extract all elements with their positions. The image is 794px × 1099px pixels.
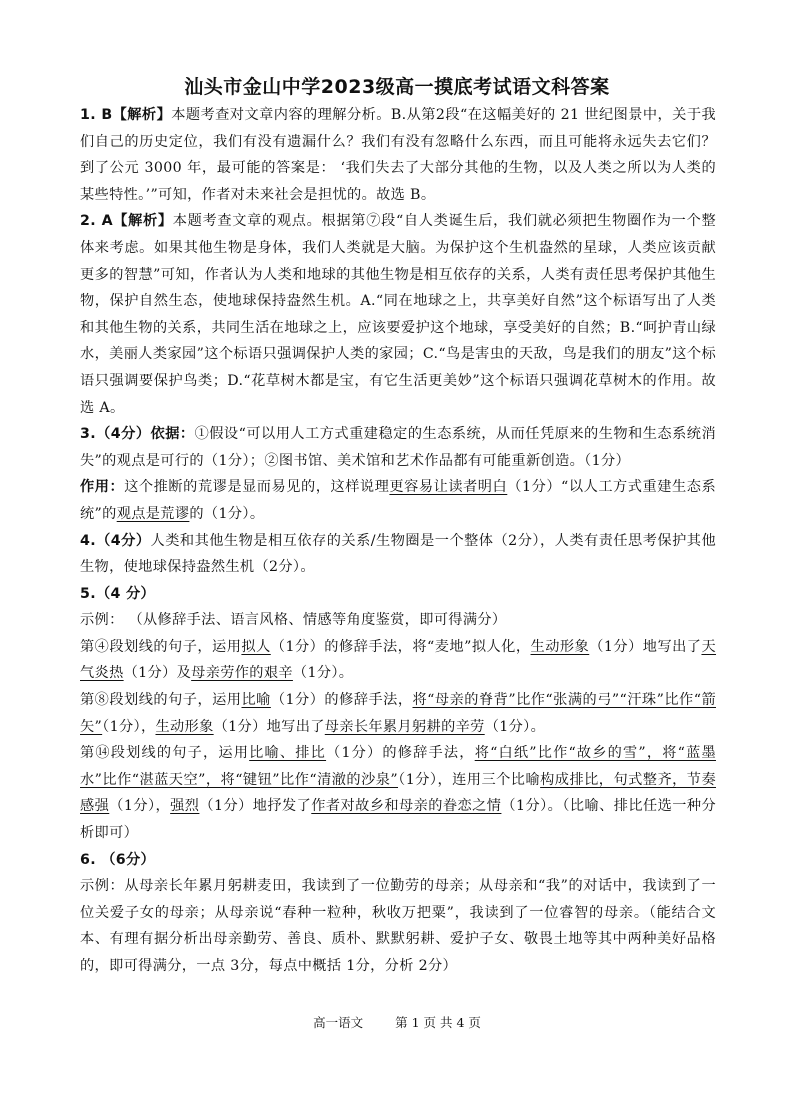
- answer-1: [80, 102, 716, 208]
- answer-text: （1分）。: [484, 718, 546, 735]
- answer-6-heading: [80, 847, 716, 874]
- underlined-keyword: 比喻、排比: [249, 745, 327, 762]
- underlined-keyword: 比喻: [241, 692, 271, 709]
- answer-3-effect-label: 作用：: [80, 479, 125, 496]
- answer-3-basis-text: ①假设“可以用人工方式重建稳定的生态系统，从而任凭原来的生物和生态系统消失”的观点是可行的（1分）；②图书馆、美术馆和艺术作品都有可能重新创造。（1分）: [80, 426, 716, 469]
- answer-2-text: 本题考查文章的观点。根据第⑦段“自人类诞生后，我们就必须把生物圈作为一个整体来考虑。如果其他生物是身体，我们人类就是大脑。为保护这个生机盎然的星球，人类应该贡献更多的智慧”可知，作者认为人类和地球的其他生物是相互依存的关系，人类有责任思考保护其他生物，保护自然生态，使地球保持盎然生机。A.“同在地球之上，共享美好自然”这个标语写出了人类和其他生物的关系，共同生活在地球之上，应该要爱护这个地球，享受美好的自然；B.“呵护青山绿水，美丽人类家园”这个标语只强调保护人类的家园；C.“鸟是害虫的天敌，鸟是我们的朋友”这个标语只强调要保护鸟类；D.“花草树木都是宝，有它生活更美妙”这个标语只强调花草树木的作用。故选 A。: [80, 213, 716, 416]
- answer-2-number: 2. A: [80, 213, 113, 230]
- answer-6-text: 示例：从母亲长年累月躬耕麦田，我读到了一位勤劳的母亲；从母亲和“我”的对话中，我读到了一位关爱子女的母亲；从母亲说“春种一粒种，秋收万把粟”，我读到了一位睿智的母亲。（能结合文本、有理有据分析出母亲勤劳、善良、质朴、默默躬耕、爱护子女、敬畏土地等其中两种美好品格的，即可得满分，一点 3分，每点中概括 1分，分析 2分）: [80, 878, 716, 974]
- answer-text: 第⑧段划线的句子，运用: [80, 692, 242, 709]
- answer-3-effect-text: 这个推断的荒谬是显而易见的，这样说理: [124, 479, 390, 496]
- answer-1-text: 本题考查对文章内容的理解分析。B.从第2段“在这幅美好的 21 世纪图景中，关于我们自己的历史定位，我们有没有遗漏什么？我们有没有忽略什么东西，而且可能将永远失去它们？ 到了公元 3000 年，最可能的答案是： ‘我们失去了大部分其他的生物，以及人类之所以为人类的某些特性。’”可知，作者对未来社会是担忧的。故选 B。: [80, 107, 716, 203]
- answer-3-basis: [80, 421, 716, 474]
- underlined-keyword: 母亲长年累月躬耕的辛劳: [324, 718, 485, 735]
- answer-3-underline-1: 更容易让读者明白: [389, 479, 508, 496]
- underlined-keyword: 将“母亲的脊背”比作“张满的弓”“汗珠”比作“箭矢”: [80, 692, 716, 735]
- footer-subject: 高一语文: [313, 1015, 364, 1030]
- answer-5-example: 示例： （从修辞手法、语言风格、情感等角度鉴赏，即可得满分）: [80, 612, 507, 629]
- page-footer: [0, 1013, 794, 1031]
- answer-5-heading: [80, 581, 716, 608]
- underlined-keyword: 生动形象: [155, 718, 214, 735]
- answer-4-number: 4.（4分）: [80, 532, 151, 549]
- underlined-keyword: 拟人: [241, 638, 271, 655]
- underlined-keyword: 母亲劳作的艰辛: [191, 665, 293, 682]
- answer-text: （1分），: [109, 798, 171, 815]
- answer-3-effect-text: （1分）“以人工方式重建生态系统”的: [80, 479, 716, 522]
- underlined-keyword: 天气炎热: [80, 638, 717, 682]
- answer-text: （1分）。: [292, 665, 354, 682]
- answer-text: （1分）。（比喻、排比任选一种分析即可）: [80, 798, 717, 842]
- underlined-keyword: 生动形象: [530, 638, 590, 655]
- answer-3-effect-text: 的（1分）。: [189, 505, 265, 522]
- answer-text: （1分），连用三个比喻: [398, 771, 541, 788]
- underlined-keyword: 作者对故乡和母亲的眷恋之情: [311, 798, 502, 815]
- answer-5-para-4: [80, 634, 716, 687]
- footer-page-number: 第 1 页 共 4 页: [395, 1015, 481, 1030]
- answer-6-number: 6. （6分）: [80, 851, 156, 868]
- answer-3-number: 3.（4分）: [80, 426, 151, 443]
- answer-5-para-8: [80, 687, 716, 740]
- answer-1-tag: 【解析】: [112, 107, 172, 123]
- page-title: 汕头市金山中学2023级高一摸底考试语文科答案: [184, 76, 610, 98]
- answer-text: （1分）的修辞手法，: [326, 745, 475, 762]
- answer-3-underline-2: 观点是荒谬: [116, 505, 190, 522]
- answer-text: 第⑭段划线的句子，运用: [80, 745, 250, 762]
- answer-2: [80, 208, 716, 421]
- underlined-keyword: 将“白纸”比作“故乡的雪”，将“蓝墨水”比作“湛蓝天空”，将“键钮”比作“清澈的沙泉”: [80, 745, 716, 788]
- answer-5-para-14: [80, 740, 716, 846]
- answer-4-text: 人类和其他生物是相互依存的关系/生物圈是一个整体（2分），人类有责任思考保护其他生物，使地球保持盎然生机（2分）。: [80, 532, 717, 576]
- answer-content: [80, 102, 716, 980]
- answer-text: （1分），: [102, 718, 156, 735]
- answer-3-effect: [80, 474, 716, 527]
- answer-2-tag: 【解析】: [112, 213, 173, 230]
- answer-text: （1分）的修辞手法，: [270, 692, 413, 709]
- answer-text: （1分）地写出了: [213, 718, 325, 735]
- answer-text: （1分）及: [123, 665, 192, 682]
- answer-4: [80, 528, 716, 581]
- answer-text: （1分）地抒发了: [199, 798, 312, 815]
- underlined-keyword: 构成排比，句式整齐，节奏感强: [80, 771, 716, 815]
- answer-5-number: 5.（4 分）: [80, 585, 156, 602]
- underlined-keyword: 强烈: [170, 798, 200, 815]
- answer-text: （1分）地写出了: [589, 638, 702, 655]
- answer-text: 第④段划线的句子，运用: [80, 638, 242, 655]
- answer-1-number: 1. B: [80, 107, 113, 123]
- answer-3-basis-label: 依据：: [150, 426, 195, 443]
- answer-text: （1分）的修辞手法，将“麦地”拟人化，: [270, 638, 531, 655]
